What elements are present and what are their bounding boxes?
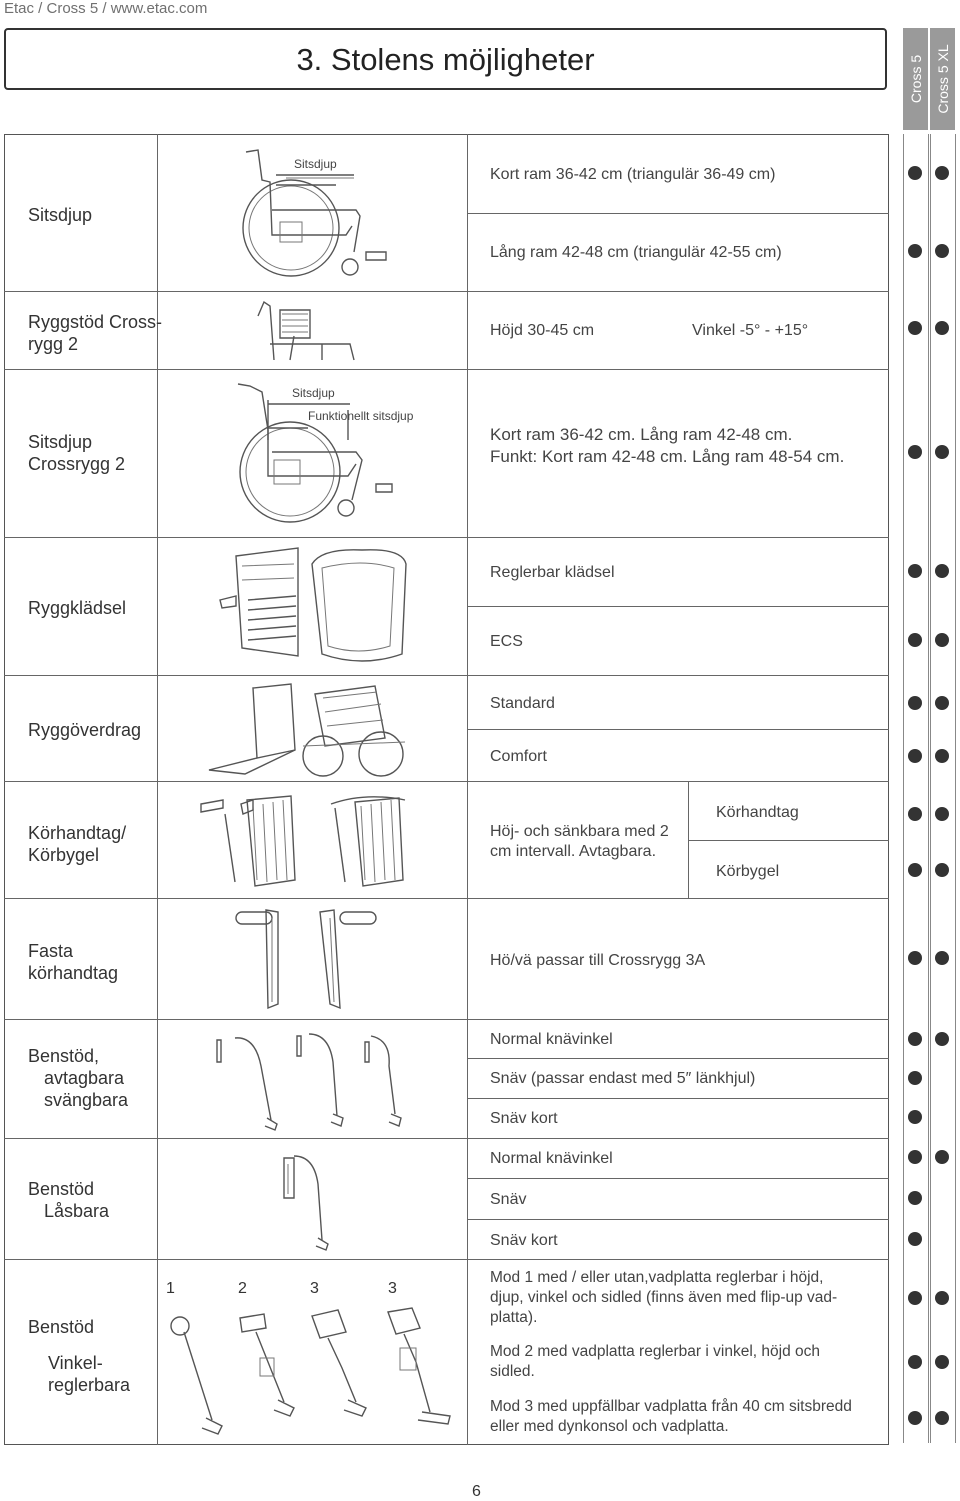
availability-dot: [908, 166, 922, 180]
back-upholstery-figure: [212, 544, 462, 670]
row-label-fasta-korhandtag: Fasta körhandtag: [28, 941, 119, 983]
availability-dot: [908, 696, 922, 710]
availability-dot: [908, 321, 922, 335]
page-title: 3. Stolens möjligheter: [296, 42, 595, 77]
figure-number-2: 2: [238, 1280, 247, 1297]
figure-number-3b: 3: [388, 1280, 397, 1297]
option-comfort: Comfort: [490, 748, 547, 765]
option-separator: [467, 729, 889, 730]
figure-label-funktionellt-sitsdjup: Funktionellt sitsdjup: [308, 409, 414, 423]
availability-dot: [908, 1291, 922, 1305]
availability-dot: [908, 1071, 922, 1085]
option-vinkel: Vinkel -5° - +15°: [692, 322, 809, 339]
option-separator: [467, 606, 889, 607]
korhandtag-description: Höj- och sänkbara med 2 cm intervall. Avtagbara.: [490, 823, 669, 860]
availability-dot: [908, 1191, 922, 1205]
option-normal-knavinkel: Normal knävinkel: [490, 1031, 613, 1048]
option-separator: [467, 1178, 889, 1179]
tab-cross-5-xl-label: Cross 5 XL: [934, 44, 951, 114]
availability-dot: [935, 951, 949, 965]
fixed-push-handles-figure: [230, 904, 390, 1014]
availability-dot: [908, 1232, 922, 1246]
legrest-swing-away-figure: [205, 1026, 405, 1132]
tab-cross-5-label: Cross 5: [907, 54, 924, 104]
row-label-benstod-lasbara: Benstöd Låsbara: [28, 1179, 110, 1221]
availability-dot: [935, 445, 949, 459]
availability-dot: [935, 863, 949, 877]
option-divider: [688, 781, 689, 898]
option-separator: [467, 1058, 889, 1059]
option-snav-kort: Snäv kort: [490, 1110, 558, 1127]
availability-dot: [935, 166, 949, 180]
figure-label-sitsdjup: Sitsdjup: [294, 157, 337, 171]
row-label-benstod-vinkelreglerbara: Benstöd Vinkel- reglerbara: [28, 1317, 131, 1395]
option-separator: [467, 1219, 889, 1220]
row-separator: [4, 369, 889, 370]
row-separator: [4, 1138, 889, 1139]
availability-dot: [935, 1411, 949, 1425]
availability-dot: [935, 321, 949, 335]
availability-dot: [908, 1411, 922, 1425]
row-separator: [4, 537, 889, 538]
title-box: [4, 28, 887, 90]
availability-dot: [935, 1355, 949, 1369]
legrest-lockable-figure: [270, 1144, 350, 1254]
row-label-ryggkladsel: Ryggklädsel: [28, 598, 127, 618]
back-cover-figure: [205, 682, 425, 778]
availability-dot: [935, 633, 949, 647]
option-mod-2: Mod 2 med vadplatta reglerbar i vinkel, höjd och sidled.: [490, 1343, 820, 1380]
availability-dot: [908, 633, 922, 647]
availability-dot: [935, 1291, 949, 1305]
wheelchair-seat-depth-figure: [236, 140, 406, 285]
option-snav-kort-2: Snäv kort: [490, 1232, 558, 1249]
option-ecs: ECS: [490, 633, 523, 650]
option-snav: Snäv: [490, 1191, 527, 1208]
option-sitsdjup-crossrygg: Kort ram 36-42 cm. Lång ram 42-48 cm. Funkt: Kort ram 42-48 cm. Lång ram 48-54 cm.: [490, 425, 845, 466]
row-label-sitsdjup: Sitsdjup: [28, 205, 93, 225]
option-normal-knavinkel-2: Normal knävinkel: [490, 1150, 613, 1167]
availability-dot: [908, 445, 922, 459]
row-label-ryggoverdrag: Ryggöverdrag: [28, 720, 142, 740]
option-mod-3: Mod 3 med uppfällbar vadplatta från 40 cm sitsbredd eller med dynkonsol och vadplatta.: [490, 1398, 852, 1435]
option-hova-passar: Hö/vä passar till Crossrygg 3A: [490, 952, 706, 969]
availability-dot: [908, 1150, 922, 1164]
figure-label-sitsdjup-2: Sitsdjup: [292, 386, 335, 400]
availability-dot: [908, 244, 922, 258]
option-kort-ram: Kort ram 36-42 cm (triangulär 36-49 cm): [490, 166, 776, 183]
availability-dot: [935, 749, 949, 763]
wheelchair-functional-depth-figure: [228, 380, 418, 528]
push-handle-figure: [195, 792, 460, 892]
option-separator: [688, 840, 889, 841]
header-url: Etac / Cross 5 / www.etac.com: [4, 0, 208, 17]
row-separator: [4, 675, 889, 676]
option-lang-ram: Lång ram 42-48 cm (triangulär 42-55 cm): [490, 244, 782, 261]
row-label-korhandtag-korbygel: Körhandtag/ Körbygel: [28, 823, 127, 865]
option-hojd: Höjd 30-45 cm: [490, 322, 595, 339]
availability-dot: [908, 749, 922, 763]
option-korbygel: Körbygel: [716, 863, 780, 880]
option-standard: Standard: [490, 695, 555, 712]
option-korhandtag: Körhandtag: [716, 804, 799, 821]
availability-dot: [908, 1032, 922, 1046]
option-snav-passar: Snäv (passar endast med 5″ länkhjul): [490, 1070, 756, 1087]
availability-dot: [908, 564, 922, 578]
availability-dot: [935, 244, 949, 258]
row-label-sitsdjup-crossrygg-2: Sitsdjup Crossrygg 2: [28, 432, 126, 474]
row-separator: [4, 1019, 889, 1020]
legrest-angle-adjustable-figure: [160, 1302, 460, 1442]
figure-number-1: 1: [166, 1280, 175, 1297]
availability-dot: [935, 564, 949, 578]
availability-dot: [908, 1110, 922, 1124]
availability-dot: [935, 807, 949, 821]
availability-dot: [935, 696, 949, 710]
availability-dot: [935, 1032, 949, 1046]
option-separator: [467, 213, 889, 214]
tab-cross-5-xl[interactable]: [930, 28, 955, 130]
row-label-benstod-avtagbara: Benstöd, avtagbara svängbara: [28, 1046, 129, 1110]
option-mod-1: Mod 1 med / eller utan,vadplatta reglerbar i höjd, djup, vinkel och sidled (finns även med flip-up vad- platta).: [490, 1269, 838, 1326]
availability-dot: [908, 807, 922, 821]
row-separator: [4, 898, 889, 899]
option-column-divider: [467, 134, 468, 1445]
option-separator: [467, 1098, 889, 1099]
row-separator: [4, 291, 889, 292]
backrest-figure: [250, 296, 360, 366]
figure-number-3a: 3: [310, 1280, 319, 1297]
availability-dot: [908, 863, 922, 877]
availability-dot: [908, 1355, 922, 1369]
row-separator: [4, 1259, 889, 1260]
row-label-ryggstod-crossrygg-2: Ryggstöd Cross- rygg 2: [28, 312, 163, 354]
page-number: 6: [472, 1483, 481, 1500]
option-reglerbar-kladsel: Reglerbar klädsel: [490, 564, 615, 581]
tab-cross-5[interactable]: [903, 28, 928, 130]
row-separator: [4, 781, 889, 782]
availability-dot: [908, 951, 922, 965]
availability-dot: [935, 1150, 949, 1164]
